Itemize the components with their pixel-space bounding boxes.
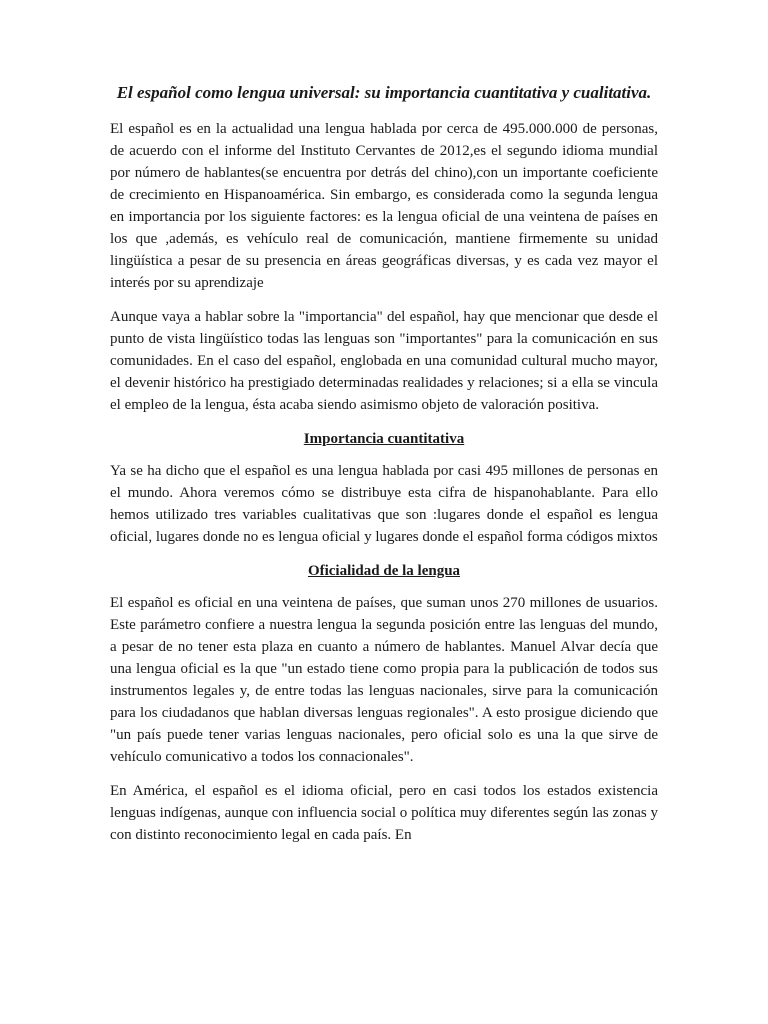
section-heading-oficialidad: Oficialidad de la lengua	[307, 563, 461, 579]
section2-paragraph-1: El español es oficial en una veintena de países, que suman unos 270 millones de usuarios. Este parámetro confiere a nuestra lengua la segunda posición entre las lenguas del mundo, a pesar de no tener esta plaza en cuanto a número de hablantes. Manuel Alvar decía que una lengua oficial es la que "un estado tiene como propia para la publicación de todos sus instrumentos legales y, de entre todas las lenguas nacionales, sirve para la comunicación para los ciudadanos que hablan diversas lenguas regionales". A esto prosigue diciendo que "un país puede tener varias lenguas nacionales, pero oficial solo es una la que sirve de vehículo comunicativo a todos los connacionales".	[110, 595, 658, 765]
intro-paragraph-1: El español es en la actualidad una lengua hablada por cerca de 495.000.000 de personas, de acuerdo con el informe del Instituto Cervantes de 2012,es el segundo idioma mundial por número de hablantes(se encuentra por detrás del chino),con un importante coeficiente de crecimiento en Hispanoamérica. Sin embargo, es considerada como la segunda lengua en importancia por los siguiente factores: es la lengua oficial de una veintena de países en los que ,además, es vehículo real de comunicación, mantiene firmemente su unidad lingüística a pesar de su presencia en áreas geográficas diversas, y es cada vez mayor el interés por su aprendizaje	[110, 121, 658, 291]
intro-paragraph-2: Aunque vaya a hablar sobre la "importancia" del español, hay que mencionar que desde el punto de vista lingüístico todas las lenguas son "importantes" para la comunicación en sus comunidades. En el caso del español, englobada en una comunidad cultural mucho mayor, el devenir histórico ha prestigiado determinadas realidades y relaciones; si a ella se vincula el empleo de la lengua, ésta acaba siendo asimismo objeto de valoración positiva.	[110, 309, 658, 413]
document-title: El español como lengua universal: su importancia cuantitativa y cualitativa.	[116, 83, 652, 102]
document-page	[110, 82, 658, 858]
section2-paragraph-2: En América, el español es el idioma oficial, pero en casi todos los estados existencia lenguas indígenas, aunque con influencia social o política muy diferentes según las zonas y con distinto reconocimiento legal en cada país. En	[110, 783, 658, 843]
section-heading-importancia-cuantitativa: Importancia cuantitativa	[303, 431, 465, 447]
section1-paragraph: Ya se ha dicho que el español es una lengua hablada por casi 495 millones de personas en el mundo. Ahora veremos cómo se distribuye esta cifra de hispanohablante. Para ello hemos utilizado tres variables cualitativas que son :lugares donde el español es lengua oficial, lugares donde no es lengua oficial y lugares donde el español forma códigos mixtos	[110, 463, 658, 545]
